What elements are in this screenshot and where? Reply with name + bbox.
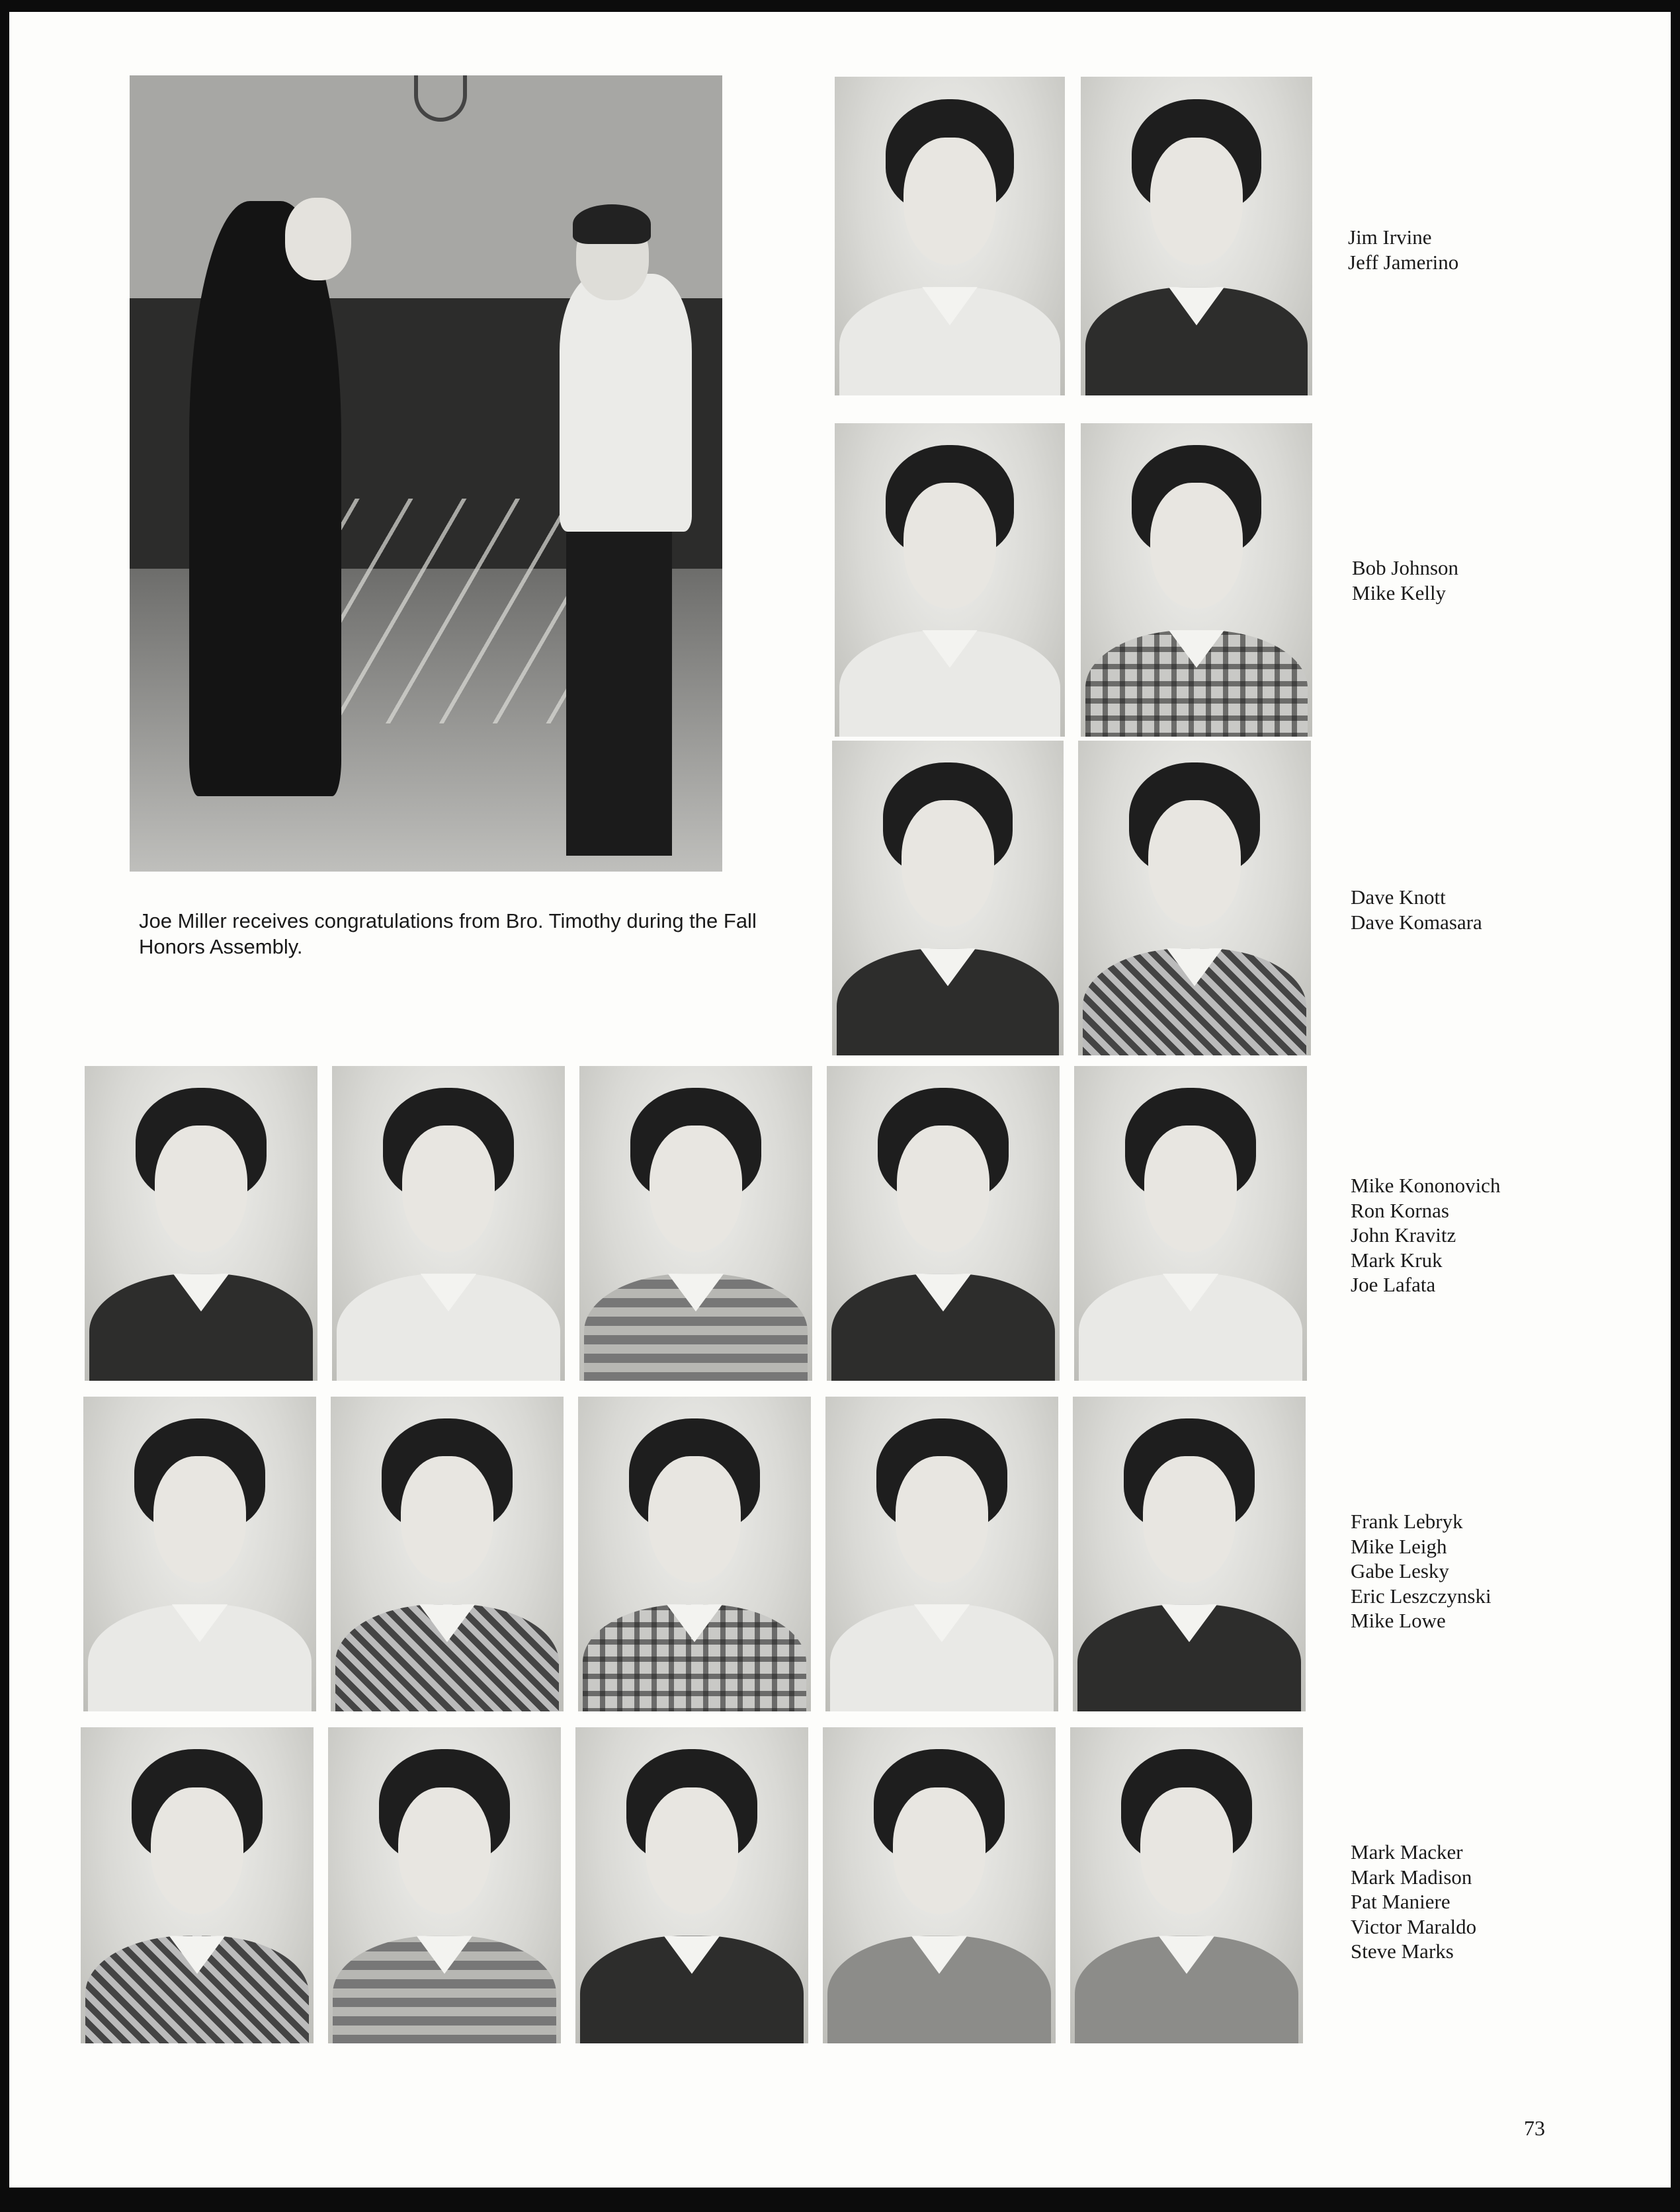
name-jeff-jamerino: Jeff Jamerino <box>1348 250 1459 274</box>
name-ron-kornas: Ron Kornas <box>1351 1198 1449 1222</box>
portrait-joe-lafata <box>1074 1066 1307 1381</box>
name-eric-leszczynski: Eric Leszczynski <box>1351 1584 1491 1608</box>
portrait-victor-maraldo <box>823 1727 1056 2043</box>
names-group-3 <box>1351 885 1482 934</box>
name-pat-maniere: Pat Maniere <box>1351 1890 1450 1913</box>
name-dave-komasara: Dave Komasara <box>1351 910 1482 934</box>
name-john-kravitz: John Kravitz <box>1351 1223 1456 1247</box>
name-mark-kruk: Mark Kruk <box>1351 1248 1443 1272</box>
portrait-bob-johnson <box>835 423 1065 737</box>
names-group-1 <box>1348 225 1458 274</box>
name-frank-lebryk: Frank Lebryk <box>1351 1510 1463 1533</box>
portrait-mike-lowe <box>1073 1397 1306 1711</box>
name-jim-irvine: Jim Irvine <box>1348 225 1432 249</box>
bro-timothy-figure <box>189 201 341 796</box>
portrait-mike-kelly <box>1081 423 1312 737</box>
portrait-mark-macker <box>81 1727 314 2043</box>
portrait-jim-irvine <box>835 77 1065 395</box>
name-mike-lowe: Mike Lowe <box>1351 1609 1446 1632</box>
name-mark-madison: Mark Madison <box>1351 1865 1472 1889</box>
name-bob-johnson: Bob Johnson <box>1352 556 1459 579</box>
names-group-5 <box>1351 1509 1491 1633</box>
portrait-frank-lebryk <box>83 1397 316 1711</box>
name-mike-leigh: Mike Leigh <box>1351 1534 1447 1558</box>
portrait-pat-maniere <box>575 1727 808 2043</box>
name-steve-marks: Steve Marks <box>1351 1940 1454 1963</box>
portrait-ron-kornas <box>332 1066 565 1381</box>
page-number: 73 <box>1524 2116 1545 2140</box>
name-victor-maraldo: Victor Maraldo <box>1351 1914 1477 1938</box>
portrait-dave-knott <box>832 741 1064 1055</box>
portrait-jeff-jamerino <box>1081 77 1312 395</box>
portrait-john-kravitz <box>579 1066 812 1381</box>
name-mark-macker: Mark Macker <box>1351 1840 1463 1864</box>
portrait-mike-leigh <box>331 1397 564 1711</box>
name-joe-lafata: Joe Lafata <box>1351 1273 1436 1296</box>
portrait-mark-madison <box>328 1727 561 2043</box>
portrait-gabe-lesky <box>578 1397 811 1711</box>
name-dave-knott: Dave Knott <box>1351 885 1446 909</box>
honors-assembly-photo <box>130 75 722 872</box>
name-mike-kononovich: Mike Kononovich <box>1351 1174 1501 1197</box>
names-group-2 <box>1352 555 1458 605</box>
portrait-mike-kononovich <box>85 1066 317 1381</box>
names-group-4 <box>1351 1173 1500 1297</box>
portrait-steve-marks <box>1070 1727 1303 2043</box>
portrait-eric-leszczynski <box>825 1397 1058 1711</box>
joe-miller-figure <box>560 274 692 532</box>
name-mike-kelly: Mike Kelly <box>1352 581 1447 604</box>
photo-caption: Joe Miller receives congratulations from Bro. Timothy during the Fall Honors Assembly. <box>139 909 757 958</box>
portrait-dave-komasara <box>1078 741 1311 1055</box>
yearbook-page <box>9 12 1671 2188</box>
name-gabe-lesky: Gabe Lesky <box>1351 1559 1449 1582</box>
names-group-6 <box>1351 1840 1476 1964</box>
portrait-mark-kruk <box>827 1066 1060 1381</box>
